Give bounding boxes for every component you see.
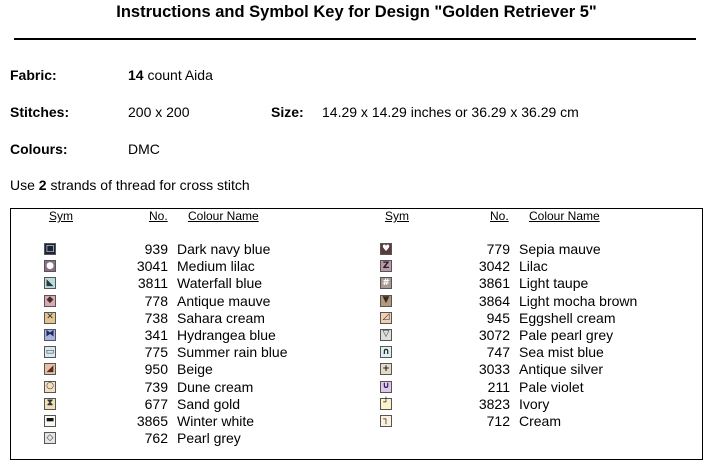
stitches-value: 200 x 200 <box>128 104 190 120</box>
dmc-number: 3865 <box>136 412 168 429</box>
colour-name: Sand gold <box>177 395 241 412</box>
colour-name: Sahara cream <box>177 309 265 326</box>
colour-name: Antique mauve <box>177 292 271 309</box>
header-colour-name-left: Colour Name <box>188 209 259 223</box>
fabric-label: Fabric: <box>10 67 57 83</box>
header-no-left: No. <box>149 209 168 223</box>
heart-symbol-icon: ♥ <box>381 243 391 254</box>
dmc-number: 945 <box>486 309 510 326</box>
plus-symbol-icon: + <box>380 363 392 375</box>
triangle-symbol-icon: ◣ <box>44 277 56 289</box>
dmc-number: 778 <box>144 292 168 309</box>
circle-symbol-icon: ● <box>44 260 56 272</box>
size-value: 14.29 x 14.29 inches or 36.29 x 36.29 cm <box>322 104 579 120</box>
circle-outline-symbol-icon: ○ <box>44 381 56 393</box>
colour-name: Eggshell cream <box>519 309 616 326</box>
corner-symbol-icon: ┘ <box>380 398 392 410</box>
colour-name: Medium lilac <box>177 258 255 275</box>
bowtie-symbol-icon: ⧓ <box>45 329 55 340</box>
dmc-number: 3041 <box>136 258 168 275</box>
strand-instruction: Use 2 strands of thread for cross stitch <box>10 177 250 193</box>
dmc-number: 775 <box>144 344 168 361</box>
colour-name: Beige <box>177 361 213 378</box>
dmc-number: 762 <box>144 430 168 447</box>
dmc-number: 747 <box>486 344 510 361</box>
colour-name: Pale violet <box>519 378 584 395</box>
colour-name: Lilac <box>519 258 548 275</box>
header-no-right: No. <box>490 209 509 223</box>
dmc-number: 738 <box>144 309 168 326</box>
hash-symbol-icon: # <box>380 277 392 289</box>
rectangle-symbol-icon: ▭ <box>45 346 55 357</box>
colours-label: Colours: <box>10 141 68 157</box>
fabric-type: count Aida <box>143 67 213 83</box>
colour-name: Waterfall blue <box>177 275 263 292</box>
title-underline <box>14 38 696 40</box>
z-symbol-icon: Z <box>380 260 392 272</box>
colour-name: Winter white <box>177 412 255 429</box>
dmc-number: 779 <box>486 241 510 257</box>
header-sym-left: Sym <box>49 209 73 223</box>
colours-value: DMC <box>128 141 160 157</box>
dmc-number: 3033 <box>478 361 510 378</box>
dmc-number: 939 <box>144 241 168 257</box>
colour-name: Hydrangea blue <box>177 326 276 343</box>
cross-symbol-icon: ✕ <box>44 312 56 324</box>
dmc-number: 3072 <box>478 326 510 343</box>
bar-symbol-icon: ▬ <box>45 415 55 426</box>
dmc-number: 950 <box>144 361 168 378</box>
corner-triangle-symbol-icon: ◢ <box>44 363 56 375</box>
stitches-label: Stitches: <box>10 104 70 120</box>
dmc-number: 677 <box>144 395 168 412</box>
strand-count: 2 <box>38 177 47 193</box>
right-triangle-symbol-icon: ◿ <box>380 312 392 324</box>
colour-name: Dark navy blue <box>177 241 271 257</box>
colour-name: Pearl grey <box>177 430 241 447</box>
dmc-number: 712 <box>486 412 510 429</box>
header-sym-right: Sym <box>385 209 409 223</box>
diamond-outline-symbol-icon: ◇ <box>44 432 56 444</box>
dmc-number: 3042 <box>478 258 510 275</box>
arch-symbol-icon: ∩ <box>380 346 392 358</box>
down-triangle-outline-symbol-icon: ▽ <box>380 329 392 341</box>
colour-name: Sea mist blue <box>519 344 604 361</box>
colour-name: Light taupe <box>519 275 589 292</box>
header-colour-name-right: Colour Name <box>529 209 600 223</box>
colour-name: Antique silver <box>519 361 604 378</box>
colour-name: Dune cream <box>177 378 254 395</box>
colour-name: Pale pearl grey <box>519 326 614 343</box>
colour-name: Light mocha brown <box>519 292 638 309</box>
colour-name: Cream <box>519 412 562 429</box>
colour-name: Sepia mauve <box>519 241 601 257</box>
hourglass-symbol-icon: ⧗ <box>44 398 56 410</box>
cup-symbol-icon: ∪ <box>380 381 392 393</box>
dmc-number: 341 <box>144 326 168 343</box>
corner-top-symbol-icon: ┐ <box>380 415 392 427</box>
page-title: Instructions and Symbol Key for Design "Golden Retriever 5" <box>116 3 597 21</box>
dmc-number: 3823 <box>478 395 510 412</box>
dmc-number: 211 <box>487 378 510 395</box>
diamond-symbol-icon: ◆ <box>44 295 56 307</box>
dmc-number: 739 <box>144 378 168 395</box>
square-outline-symbol-icon: □ <box>45 243 55 254</box>
dmc-number: 3861 <box>478 275 510 292</box>
colour-name: Ivory <box>519 395 550 412</box>
fabric-count: 14 <box>128 67 144 83</box>
dmc-number: 3864 <box>478 292 510 309</box>
fabric-value <box>128 67 213 83</box>
colour-name: Summer rain blue <box>177 344 288 361</box>
dmc-number: 3811 <box>137 275 168 292</box>
size-label: Size: <box>271 104 304 120</box>
down-triangle-symbol-icon: ▼ <box>380 295 392 307</box>
